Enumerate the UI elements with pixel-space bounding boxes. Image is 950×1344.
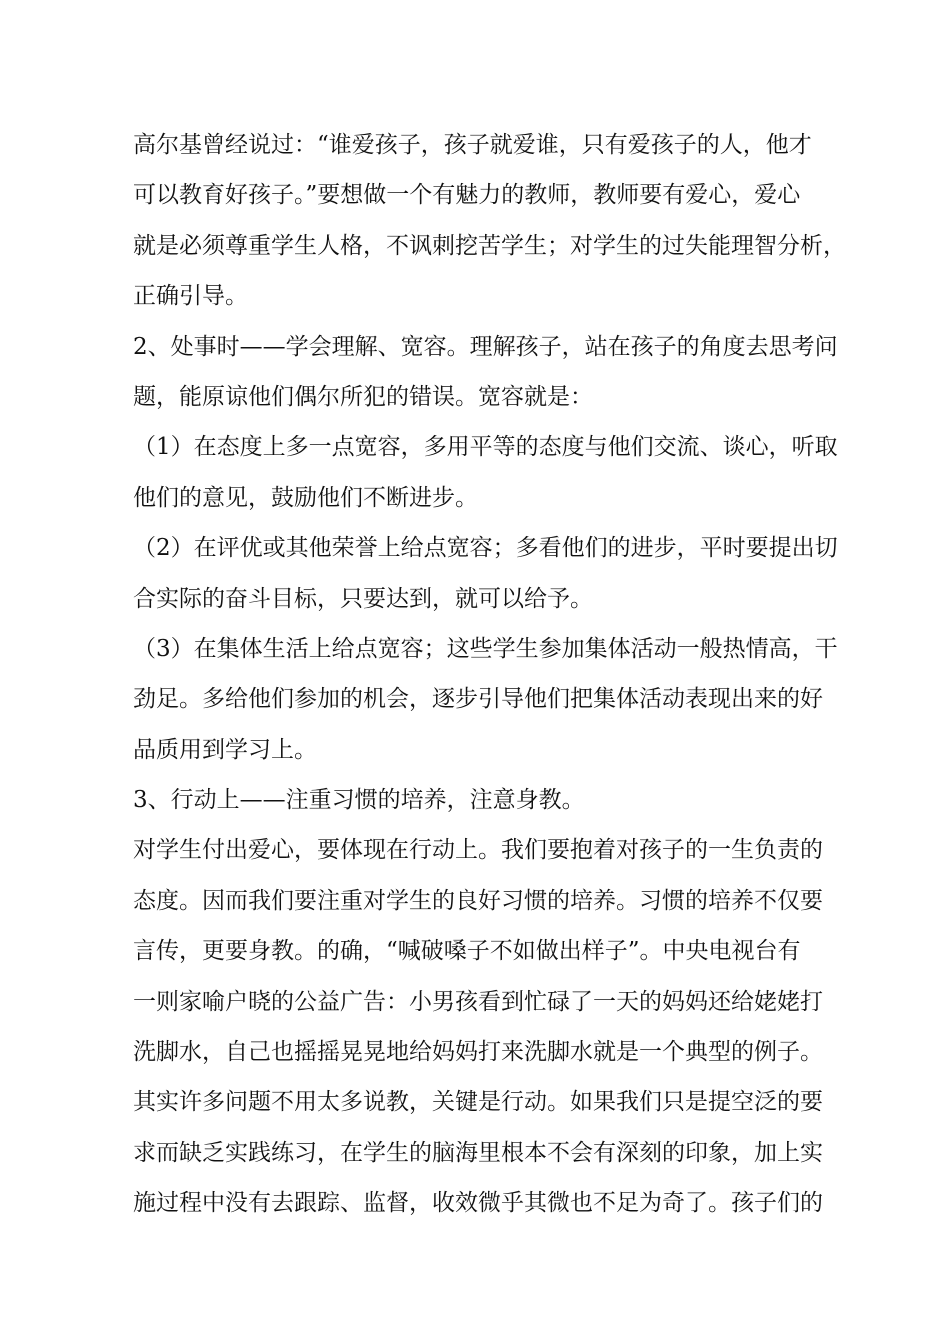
text-line-22: 施过程中没有去跟踪、监督，收效微乎其微也不足为奇了。孩子们的: [133, 1190, 823, 1217]
text-line-15: 对学生付出爱心，要体现在行动上。我们要抱着对孩子的一生负责的: [133, 837, 823, 864]
text-line-18: 一则家喻户晓的公益广告：小男孩看到忙碌了一天的妈妈还给姥姥打: [133, 988, 823, 1015]
text-line-11: （3）在集体生活上给点宽容；这些学生参加集体活动一般热情高，干: [133, 635, 838, 662]
text-line-4: 正确引导。: [133, 283, 248, 310]
text-line-20: 其实许多问题不用太多说教，关键是行动。如果我们只是提空泛的要: [133, 1089, 823, 1116]
text-line-6: 题，能原谅他们偶尔所犯的错误。宽容就是：: [133, 383, 593, 410]
text-line-12: 劲足。多给他们参加的机会，逐步引导他们把集体活动表现出来的好: [133, 686, 823, 713]
text-line-3: 就是必须尊重学生人格，不讽刺挖苦学生；对学生的过失能理智分析，: [133, 232, 846, 259]
text-line-16: 态度。因而我们要注重对学生的良好习惯的培养。习惯的培养不仅要: [133, 887, 823, 914]
text-line-21: 求而缺乏实践练习，在学生的脑海里根本不会有深刻的印象，加上实: [133, 1139, 823, 1166]
text-line-17: 言传，更要身教。的确，“喊破嗓子不如做出样子”。中央电视台有: [133, 938, 801, 965]
text-line-19: 洗脚水，自己也摇摇晃晃地给妈妈打来洗脚水就是一个典型的例子。: [133, 1039, 823, 1066]
text-line-2: 可以教育好孩子。”要想做一个有魅力的教师，教师要有爱心，爱心: [133, 182, 801, 209]
document-body: [133, 120, 846, 1229]
text-line-5: 2、处事时——学会理解、宽容。理解孩子，站在孩子的角度去思考问: [133, 333, 838, 360]
text-line-9: （2）在评优或其他荣誉上给点宽容；多看他们的进步，平时要提出切: [133, 535, 838, 562]
text-line-14: 3、行动上——注重习惯的培养，注意身教。: [133, 787, 585, 814]
text-line-13: 品质用到学习上。: [133, 736, 317, 763]
text-line-10: 合实际的奋斗目标，只要达到，就可以给予。: [133, 585, 593, 612]
text-line-1: 高尔基曾经说过：“谁爱孩子，孩子就爱谁，只有爱孩子的人，他才: [133, 132, 812, 158]
text-line-8: 他们的意见，鼓励他们不断进步。: [133, 484, 478, 511]
text-line-7: （1）在态度上多一点宽容，多用平等的态度与他们交流、谈心，听取: [133, 434, 838, 461]
